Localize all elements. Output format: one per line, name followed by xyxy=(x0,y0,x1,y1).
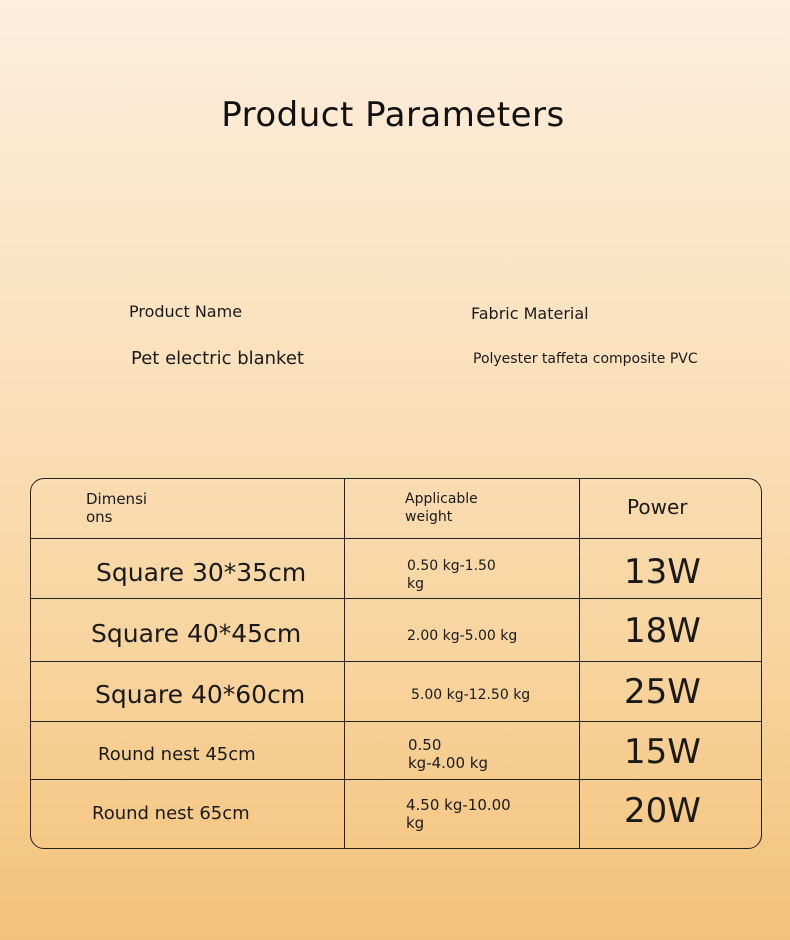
table-row xyxy=(31,721,761,780)
power-cell: 15W xyxy=(624,732,701,772)
product-name-value: Pet electric blanket xyxy=(131,348,304,369)
dimensions-cell: Square 40*60cm xyxy=(95,680,306,709)
header-power: Power xyxy=(627,495,688,519)
weight-cell: 4.50 kg-10.00 kg xyxy=(406,796,511,832)
power-cell: 25W xyxy=(624,672,701,712)
fabric-material-label: Fabric Material xyxy=(471,304,589,323)
weight-cell: 0.50 kg-1.50 kg xyxy=(407,558,496,592)
table-header-row xyxy=(31,479,761,538)
table-row xyxy=(31,661,761,722)
power-cell: 20W xyxy=(624,791,701,831)
dimensions-cell: Round nest 65cm xyxy=(92,803,250,824)
weight-cell: 2.00 kg-5.00 kg xyxy=(407,628,518,644)
power-cell: 18W xyxy=(624,611,701,651)
product-name-label: Product Name xyxy=(129,302,243,321)
table-row xyxy=(31,598,761,662)
table-row xyxy=(31,538,761,599)
dimensions-cell: Round nest 45cm xyxy=(98,744,256,765)
page-title: Product Parameters xyxy=(221,95,565,135)
header-dimensions: Dimensi ons xyxy=(86,490,148,526)
weight-cell: 5.00 kg-12.50 kg xyxy=(411,687,531,703)
fabric-material-value: Polyester taffeta composite PVC xyxy=(473,351,698,367)
spec-table xyxy=(30,478,762,849)
header-applicable-weight: Applicable weight xyxy=(405,491,478,525)
power-cell: 13W xyxy=(624,552,701,592)
table-row xyxy=(31,779,761,849)
dimensions-cell: Square 30*35cm xyxy=(96,558,307,587)
weight-cell: 0.50 kg-4.00 kg xyxy=(408,736,488,772)
dimensions-cell: Square 40*45cm xyxy=(91,619,302,648)
